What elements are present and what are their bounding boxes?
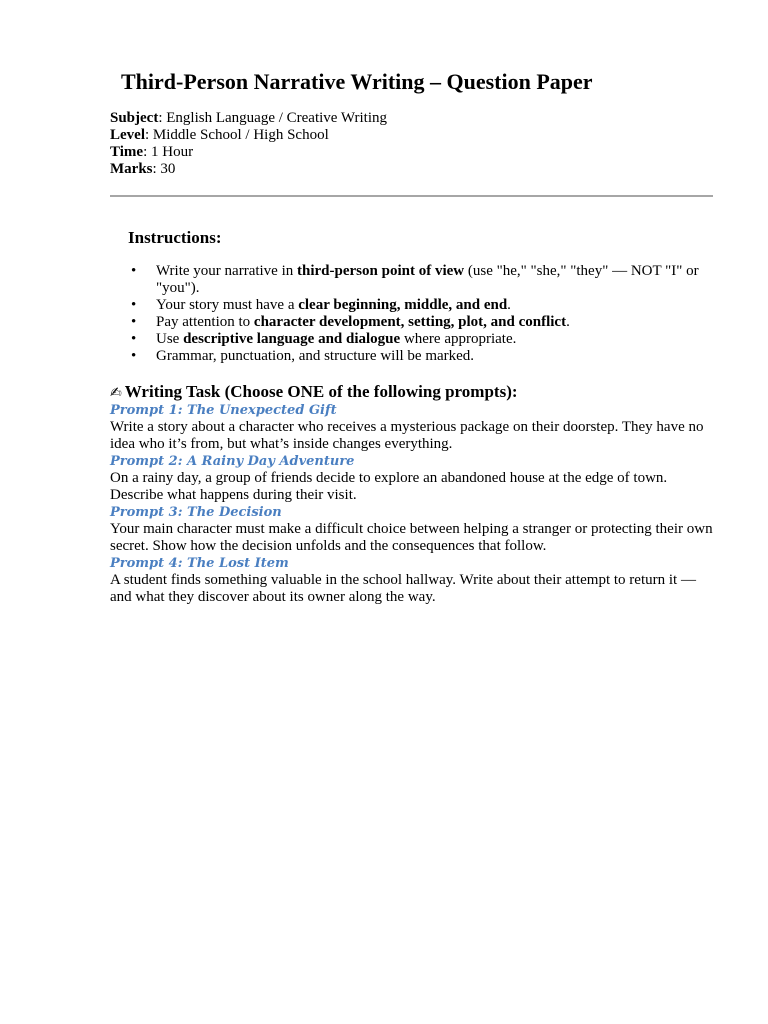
instruction-text: . xyxy=(566,314,570,330)
bullet-icon: • xyxy=(131,314,137,330)
level-label: Level xyxy=(110,127,145,143)
marks-value: : 30 xyxy=(152,161,176,177)
level-value: : Middle School / High School xyxy=(145,127,329,143)
prompt-text: Write a story about a character who receives a mysterious package on their doorstep. They have no idea who it’s from, but what’s inside changes everything. xyxy=(110,419,704,452)
instruction-text: Pay attention to xyxy=(156,314,254,330)
instruction-item xyxy=(110,314,710,331)
bullet-icon: • xyxy=(131,348,137,364)
bullet-icon: • xyxy=(131,263,137,279)
writing-hand-icon: ✍ xyxy=(110,385,122,401)
prompt-title: Prompt 2: A Rainy Day Adventure xyxy=(110,454,355,469)
writing-task-heading xyxy=(110,381,518,404)
instruction-item xyxy=(110,348,710,365)
instruction-emphasis: descriptive language and dialogue xyxy=(183,331,401,347)
bullet-icon: • xyxy=(131,331,137,347)
page-title: Third-Person Narrative Writing – Question Paper xyxy=(121,69,593,94)
instruction-emphasis: third-person point of view xyxy=(297,263,465,279)
prompt-title: Prompt 3: The Decision xyxy=(110,505,282,520)
time-value: : 1 Hour xyxy=(143,144,194,160)
prompt-item xyxy=(110,402,713,453)
instruction-item xyxy=(110,263,710,297)
instructions-heading: Instructions: xyxy=(128,228,222,247)
prompt-text: On a rainy day, a group of friends decide to explore an abandoned house at the edge of town. Describe what happens during their visit. xyxy=(110,470,668,503)
bullet-icon: • xyxy=(131,297,137,313)
instruction-text: Use xyxy=(156,331,184,347)
instruction-emphasis: clear beginning, middle, and end xyxy=(298,297,508,313)
instruction-text: Your story must have a xyxy=(156,297,299,313)
horizontal-divider xyxy=(110,195,713,197)
instruction-emphasis: character development, setting, plot, and conflict xyxy=(253,314,567,330)
time-line xyxy=(110,144,387,161)
paper-details xyxy=(110,110,387,178)
prompt-list xyxy=(110,402,713,606)
writing-task-title: Writing Task (Choose ONE of the following prompts): xyxy=(124,382,518,401)
prompt-title: Prompt 1: The Unexpected Gift xyxy=(110,403,337,418)
subject-value: : English Language / Creative Writing xyxy=(158,110,387,126)
instruction-text: where appropriate. xyxy=(400,331,517,347)
prompt-item xyxy=(110,453,713,504)
prompt-text: A student finds something valuable in the school hallway. Write about their attempt to return it — and what they discover about its owner along the way. xyxy=(110,572,696,605)
marks-line xyxy=(110,161,387,178)
instruction-text: Write your narrative in xyxy=(156,263,298,279)
level-line xyxy=(110,127,387,144)
instruction-text: Grammar, punctuation, and structure will be marked. xyxy=(156,348,475,364)
marks-label: Marks xyxy=(110,161,153,177)
prompt-item xyxy=(110,555,713,606)
instruction-text: . xyxy=(507,297,511,313)
time-label: Time xyxy=(110,144,144,160)
instruction-item xyxy=(110,331,710,348)
prompt-title: Prompt 4: The Lost Item xyxy=(110,556,289,571)
prompt-item xyxy=(110,504,713,555)
prompt-text: Your main character must make a difficult choice between helping a stranger or protecting their own secret. Show how the decision unfolds and the consequences that follow. xyxy=(110,521,713,554)
instruction-text: (use "he," "she," "they" — NOT "I" or "you"). xyxy=(156,263,699,296)
subject-line xyxy=(110,110,387,127)
instructions-list xyxy=(110,263,710,365)
instruction-item xyxy=(110,297,710,314)
subject-label: Subject xyxy=(110,110,159,126)
